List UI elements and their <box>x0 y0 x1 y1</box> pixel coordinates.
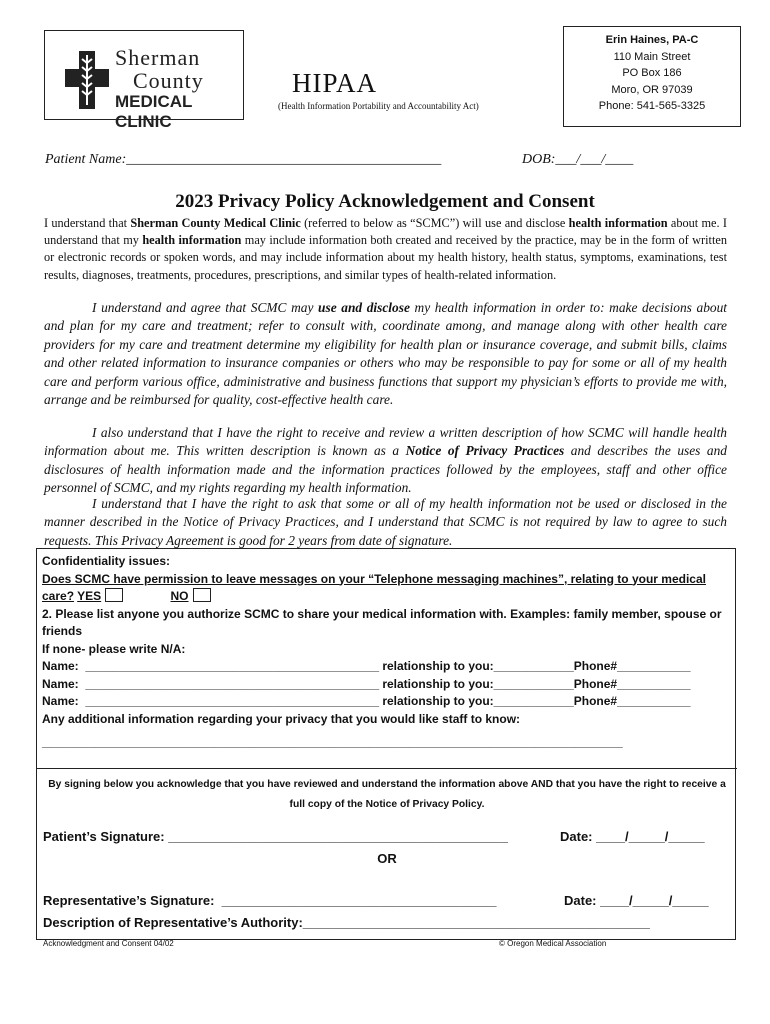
hipaa-title: HIPAA <box>292 68 378 98</box>
no-checkbox[interactable] <box>193 588 211 602</box>
if-none-note: If none- please write N/A: <box>42 641 186 656</box>
logo-text-county: County <box>133 68 204 93</box>
acknowledgement-text: By signing below you acknowledge that you have reviewed and understand the information above AND that you have the right to receive a full copy of the Notice of Privacy Policy. <box>48 779 726 810</box>
confidentiality-heading: Confidentiality issues: <box>42 554 171 568</box>
logo-text-sherman: Sherman <box>115 45 201 70</box>
paragraph-use-and-disclose: I understand and agree that SCMC may use and disclose my health information in order to: make decisions about and plan for my care and treatment; refer to consult with, coordinate among, and manage along with other health care providers for my care and treatment determine my eligibility for health plan or insurance coverage, and submit bills, claims and other related information to insurance companies or others who may be responsible to pay for some or all of my health care and perform various office, administrative and business functions that support my physician’s efforts to provide me with, arrange and be reimbursed for quality, cost-effective health care. <box>44 300 727 408</box>
authorized-person-row-2[interactable]: Name: ____________________________________________ relationship to you:____________Phone#___________ <box>42 676 691 691</box>
additional-info-field[interactable]: _______________________________________________________________________________________ <box>42 735 623 749</box>
or-separator: OR <box>377 851 397 866</box>
representative-authority-field[interactable]: Description of Representative’s Authority:________________________________________________ <box>43 915 650 930</box>
paragraph-understanding: I understand that Sherman County Medical Clinic (referred to below as “SCMC”) will use and disclose health information about me. I understand that my health information may include information both created and received by the practice, may be in the form of written or electronic records or spoken words, and may include information about my health history, health status, symptoms, examinations, test results, diagnoses, treatments, procedures, prescriptions, and similar types of health-related information. <box>44 216 727 282</box>
clinic-logo <box>44 30 244 131</box>
contact-box <box>563 26 741 127</box>
yes-checkbox[interactable] <box>105 588 123 602</box>
confidentiality-form-box <box>36 548 736 948</box>
messaging-question-text: Does SCMC have permission to leave messages on your “Telephone messaging machines”, relating to your medical care? <box>42 571 706 603</box>
authorized-persons-instruction: 2. Please list anyone you authorize SCMC to share your medical information with. Examples: family member, spouse or friends <box>42 606 722 638</box>
contact-street: 110 Main Street <box>613 50 691 63</box>
patient-signature-field[interactable]: Patient’s Signature: _______________________________________________ <box>43 829 509 844</box>
medical-cross-icon <box>63 49 111 111</box>
patient-date-field[interactable]: Date: ____/_____/_____ <box>560 829 705 844</box>
section-divider <box>37 768 737 769</box>
contact-po-box: PO Box 186 <box>622 67 682 79</box>
contact-name: Erin Haines, PA-C <box>605 34 699 46</box>
page-title: 2023 Privacy Policy Acknowledgement and Consent <box>175 191 595 212</box>
patient-name-field[interactable]: Patient Name:_____________________________________________ <box>45 152 442 167</box>
hipaa-subtitle: (Health Information Portability and Accountability Act) <box>278 101 479 111</box>
authorized-person-row-3[interactable]: Name: ____________________________________________ relationship to you:____________Phone#___________ <box>42 694 691 708</box>
paragraph-right-to-ask: I understand that I have the right to ask that some or all of my health information not be used or disclosed in the manner described in the Notice of Privacy Practices, and I understand that SCMC is not required by law to agree to such requests. This Privacy Agreement is good for 2 years from date of signature. <box>44 496 727 548</box>
yes-label: YES <box>77 589 102 603</box>
paragraph-notice-of-privacy: I also understand that I have the right to receive and review a written description of how SCMC will handle health information about me. This written description is known as a Notice of Privacy Practices and describes the uses and disclosures of health information made and the information practices followed by the employees, staff and other office personnel of SCMC, and my rights regarding my health information. <box>44 425 727 496</box>
logo-text-medical-clinic: MEDICAL CLINIC <box>115 92 193 131</box>
no-label: NO <box>170 589 189 603</box>
representative-date-field[interactable]: Date: ____/_____/_____ <box>564 893 709 908</box>
contact-city: Moro, OR 97039 <box>611 83 693 96</box>
representative-signature-field[interactable]: Representative’s Signature: ______________________________________ <box>43 893 497 908</box>
additional-info-label: Any additional information regarding your privacy that you would like staff to know: <box>42 711 521 726</box>
dob-field[interactable]: DOB:___/___/____ <box>522 152 634 167</box>
footer-copyright: © Oregon Medical Association <box>499 939 607 948</box>
footer-form-id: Acknowledgment and Consent 04/02 <box>43 939 174 948</box>
authorized-person-row-1[interactable]: Name: ____________________________________________ relationship to you:____________Phone#___________ <box>42 659 691 673</box>
messaging-permission-question <box>42 571 732 606</box>
contact-phone: Phone: 541-565-3325 <box>598 100 706 112</box>
